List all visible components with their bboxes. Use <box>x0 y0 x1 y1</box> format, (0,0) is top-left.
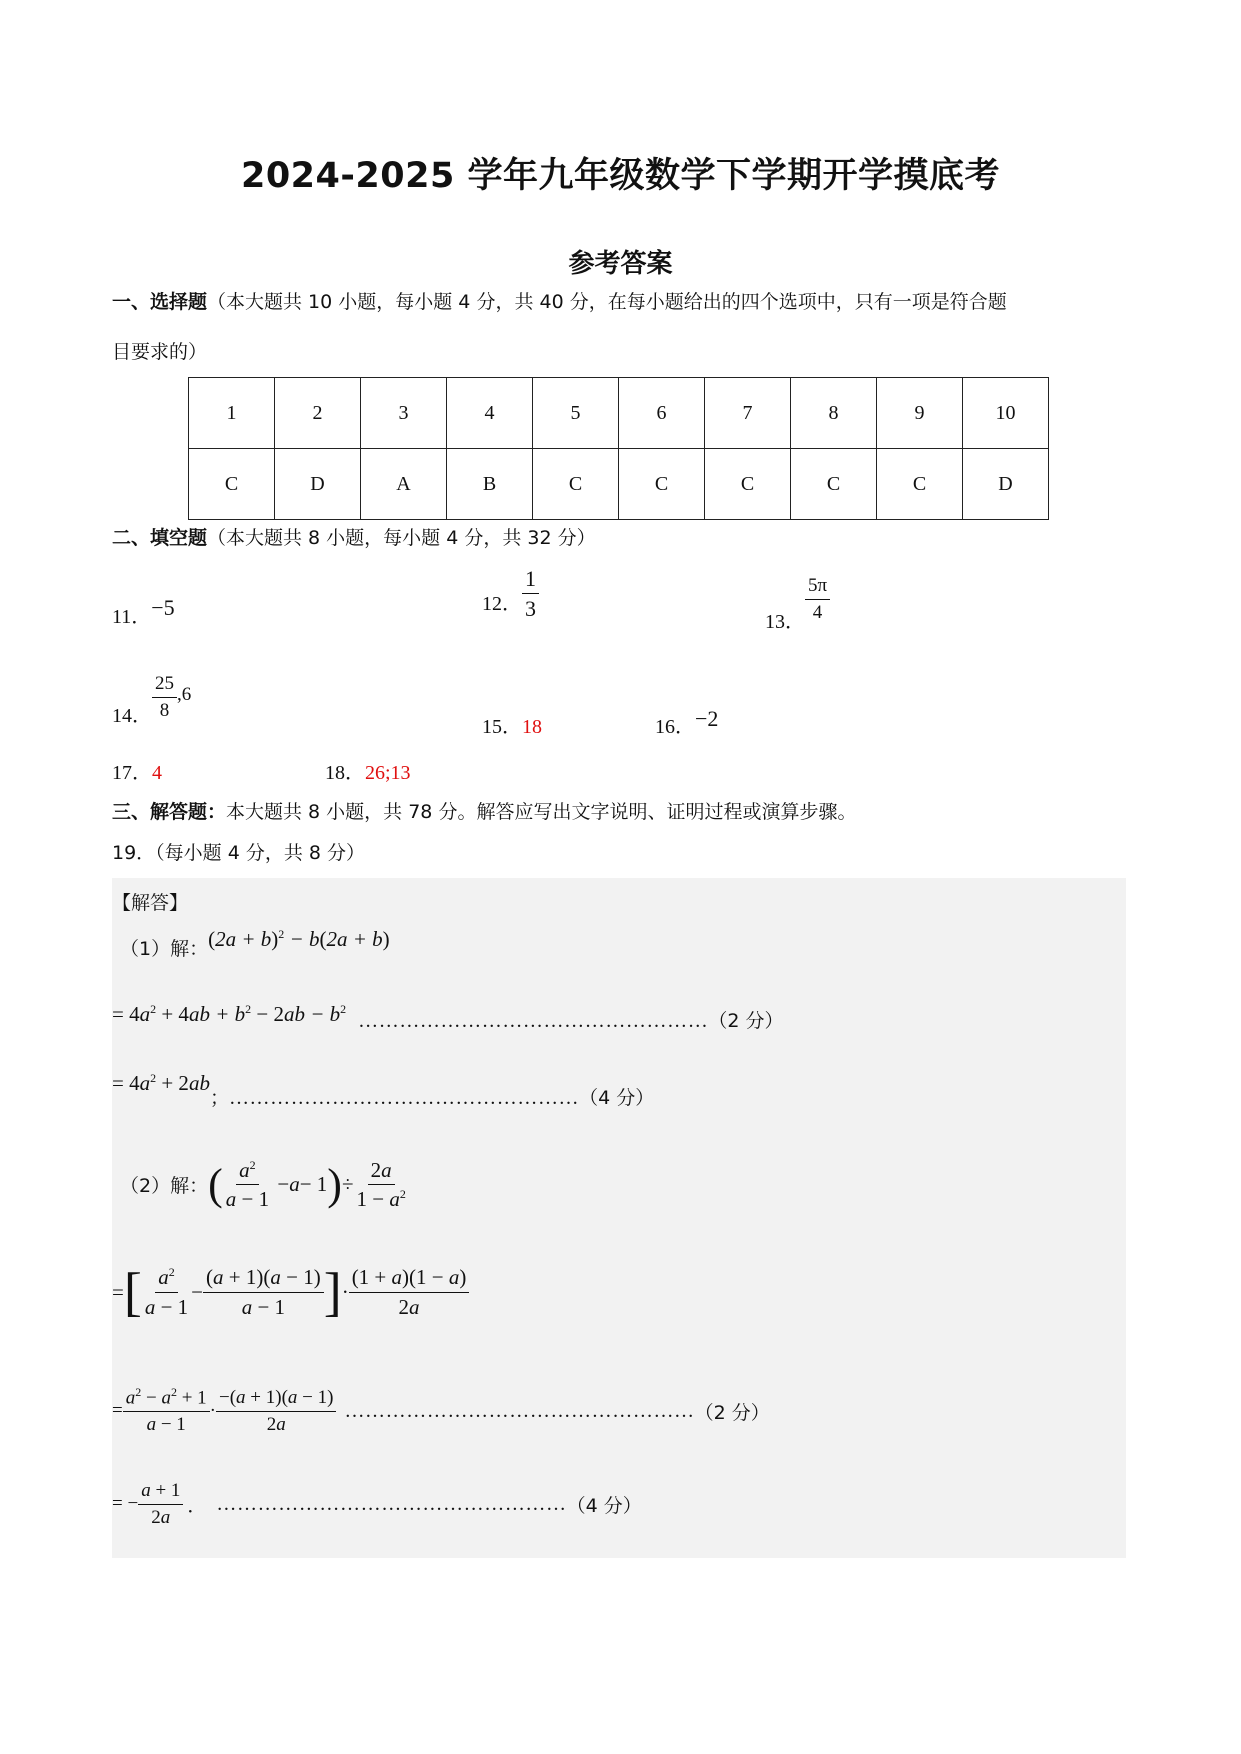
part2-step2-expression: = $\frac{a^2 - a^2 + 1}{a - 1}$ · $\frac{-(a + 1)(a - 1)}{2a}$ <box>112 1386 336 1436</box>
section3-heading <box>112 797 856 824</box>
q11-answer: −5 <box>151 595 175 620</box>
part2-step3-expression: = − $\frac{a + 1}{2a}$ <box>112 1480 183 1529</box>
q14-answer-extra: ,6 <box>177 683 192 705</box>
table-cell: 1 <box>189 378 275 449</box>
part2-step1-expression: = [ $\frac{a^2}{a - 1}$ − $\frac{(a + 1)(a - 1)}{a - 1}$ ] · $\frac{(1 + a)(1 - a)}{2a}$ <box>112 1265 469 1319</box>
table-cell: 3 <box>361 378 447 449</box>
section1-desc-line2-wrap <box>112 337 207 364</box>
q15 <box>482 710 542 739</box>
q12 <box>482 566 539 622</box>
section2-heading <box>112 523 596 550</box>
q13-answer-fraction <box>805 575 830 624</box>
table-cell: 7 <box>705 378 791 449</box>
part2-line1 <box>120 1158 409 1211</box>
q15-answer: 18 <box>522 716 542 738</box>
q11-number: 11． <box>112 606 152 628</box>
q11 <box>112 595 175 629</box>
table-cell: 6 <box>619 378 705 449</box>
part1-step2-score: （4 分） <box>579 1087 655 1109</box>
table-cell: C <box>791 449 877 520</box>
q14 <box>112 673 191 728</box>
q18-answer: 26;13 <box>365 762 411 784</box>
table-cell: B <box>447 449 533 520</box>
part2-step3-dots: …………………………………………… <box>216 1492 567 1515</box>
section1-desc-line1: （本大题共 10 小题，每小题 4 分，共 40 分，在每小题给出的四个选项中，只有一项是符合题 <box>207 291 1007 313</box>
q12-answer-fraction <box>522 566 539 622</box>
section1-heading <box>112 287 1007 314</box>
q14-denominator: 8 <box>159 699 170 721</box>
section1-desc-line2: 目要求的） <box>112 341 208 363</box>
section3-label: 三、解答题： <box>112 801 227 823</box>
table-cell: 4 <box>447 378 533 449</box>
q16-answer: −2 <box>695 706 719 731</box>
table-cell: 5 <box>533 378 619 449</box>
q12-number: 12． <box>482 592 522 615</box>
q12-numerator: 1 <box>522 566 539 594</box>
answer-table <box>188 377 1049 520</box>
document-subtitle: 参考答案 <box>568 249 673 279</box>
part1-step2 <box>112 1071 655 1110</box>
section3-desc: 本大题共 8 小题，共 78 分。解答应写出文字说明、证明过程或演算步骤。 <box>226 801 857 823</box>
q18-number: 18． <box>325 762 365 784</box>
table-cell: C <box>619 449 705 520</box>
answer-table-answer-row <box>189 449 1049 520</box>
q14-numerator: 25 <box>152 673 177 698</box>
part2-step3-period: ． <box>187 1494 207 1517</box>
part2-step3-score: （4 分） <box>566 1494 642 1517</box>
document-title: 2024-2025 学年九年级数学下学期开学摸底考 <box>240 156 1001 196</box>
section1-label: 一、选择题 <box>112 291 208 313</box>
q16 <box>655 703 719 738</box>
table-cell: D <box>963 449 1049 520</box>
q17-answer: 4 <box>152 762 162 784</box>
table-cell: 9 <box>877 378 963 449</box>
part1-step1-dots: …………………………………………… <box>358 1010 709 1032</box>
table-cell: 2 <box>275 378 361 449</box>
part1-step1-score: （2 分） <box>708 1010 784 1032</box>
table-cell: A <box>361 449 447 520</box>
part1-step2-expression: = $4a^2 + 2ab$ <box>112 1071 210 1095</box>
solution-header: 【解答】 <box>112 892 189 914</box>
table-cell: C <box>705 449 791 520</box>
q15-number: 15． <box>482 716 522 738</box>
table-cell: 10 <box>963 378 1049 449</box>
q12-denominator: 3 <box>525 596 536 622</box>
table-cell: 8 <box>791 378 877 449</box>
part1-line1 <box>120 927 390 961</box>
answer-table-number-row <box>189 378 1049 449</box>
part1-expression: $(2a + b)^2 - b(2a + b)$ <box>208 927 390 951</box>
part2-step2-score: （2 分） <box>694 1401 770 1424</box>
section2-label: 二、填空题 <box>112 527 208 549</box>
table-cell: C <box>877 449 963 520</box>
solution-box <box>112 878 1126 1558</box>
part2-step2 <box>112 1386 770 1436</box>
part1-step1 <box>112 1002 784 1033</box>
table-cell: C <box>189 449 275 520</box>
part2-step1 <box>112 1262 469 1322</box>
q17-number: 17． <box>112 762 152 784</box>
part2-step3 <box>112 1480 642 1529</box>
section2-desc: （本大题共 8 小题，每小题 4 分，共 32 分） <box>207 527 596 549</box>
part1-step2-dots: …………………………………………… <box>228 1087 580 1109</box>
q19-header: 19．（每小题 4 分，共 8 分） <box>112 842 366 864</box>
q16-number: 16． <box>655 716 695 738</box>
table-cell: C <box>533 449 619 520</box>
part2-expression: ( $\frac{a^2}{a - 1}$ − a − 1 ) ÷ $\frac{2a}{1 - a^2}$ <box>208 1158 406 1212</box>
q13-number: 13． <box>765 610 805 633</box>
q13-denominator: 4 <box>812 601 823 623</box>
q18 <box>325 756 411 785</box>
part2-label: （2）解： <box>120 1175 209 1198</box>
part1-label: （1）解： <box>120 938 209 960</box>
part1-step2-semicolon: ； <box>209 1087 229 1109</box>
table-cell: D <box>275 449 361 520</box>
q13 <box>765 575 830 634</box>
q14-answer-fraction <box>152 673 177 722</box>
q13-numerator: 5π <box>805 575 830 600</box>
q17 <box>112 756 162 785</box>
part1-step1-expression: = $4a^2 + 4ab + b^2 - 2ab - b^2$ <box>112 1002 347 1026</box>
q14-number: 14． <box>112 704 152 727</box>
part2-step2-dots: …………………………………………… <box>344 1399 695 1422</box>
